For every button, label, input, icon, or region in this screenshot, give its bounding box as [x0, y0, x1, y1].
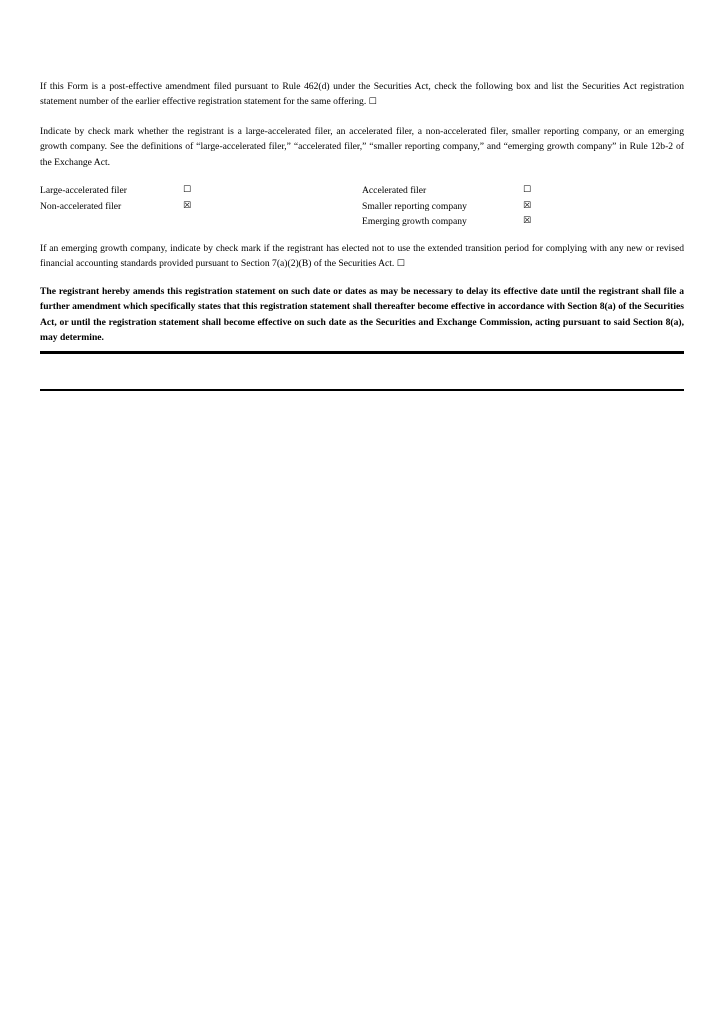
rule-462d-paragraph	[40, 79, 684, 111]
large-accelerated-filer-label: Large-accelerated filer	[40, 185, 127, 197]
filer-category-table	[40, 183, 684, 230]
delaying-amendment-paragraph: The registrant hereby amends this registration statement on such date or dates as may be necessary to delay its effective date until the registrant shall file a further amendment which specifically states that this registration statement shall thereafter become effective in accordance with Section 8(a) of the Securities Act, or until the registration statement shall become effective on such date as the Securities and Exchange Commission, acting pursuant to said Section 8(a), may determine.	[40, 285, 684, 344]
rule-462d-checkbox[interactable]: ☐	[368, 97, 377, 108]
non-accelerated-filer-checkbox[interactable]: ☒	[182, 200, 192, 211]
accelerated-filer-label: Accelerated filer	[362, 185, 427, 197]
thin-divider	[40, 389, 684, 391]
large-accelerated-filer-checkbox[interactable]: ☐	[182, 185, 192, 196]
smaller-reporting-company-label: Smaller reporting company	[362, 200, 467, 212]
smaller-reporting-company-checkbox[interactable]: ☒	[522, 200, 532, 211]
filer-row-2	[40, 199, 684, 214]
filer-row-1	[40, 183, 684, 198]
thick-divider	[40, 351, 684, 354]
filer-status-paragraph: Indicate by check mark whether the registrant is a large-accelerated filer, an accelerated filer, a non-accelerated filer, smaller reporting company, or an emerging growth company. See the definitions of “large-accelerated filer,” “accelerated filer,” “smaller reporting company,” and “emerging growth company” in Rule 12b-2 of the Exchange Act.	[40, 125, 684, 168]
egc-transition-text: If an emerging growth company, indicate by check mark if the registrant has elected not to use the extended transition period for complying with any new or revised financial accounting standards provided pursuant to Section 7(a)(2)(B) of the Securities Act.	[40, 243, 684, 270]
egc-transition-paragraph	[40, 241, 684, 273]
non-accelerated-filer-label: Non-accelerated filer	[40, 200, 122, 212]
egc-transition-checkbox[interactable]: ☐	[396, 259, 405, 270]
accelerated-filer-checkbox[interactable]: ☐	[522, 185, 532, 196]
rule-462d-text: If this Form is a post-effective amendment filed pursuant to Rule 462(d) under the Securities Act, check the following box and list the Securities Act registration statement number of the earlier effective registration statement for the same offering.	[40, 81, 684, 108]
filer-row-3	[40, 214, 684, 229]
emerging-growth-company-label: Emerging growth company	[362, 216, 467, 228]
emerging-growth-company-checkbox[interactable]: ☒	[522, 216, 532, 227]
document-page	[40, 79, 684, 345]
